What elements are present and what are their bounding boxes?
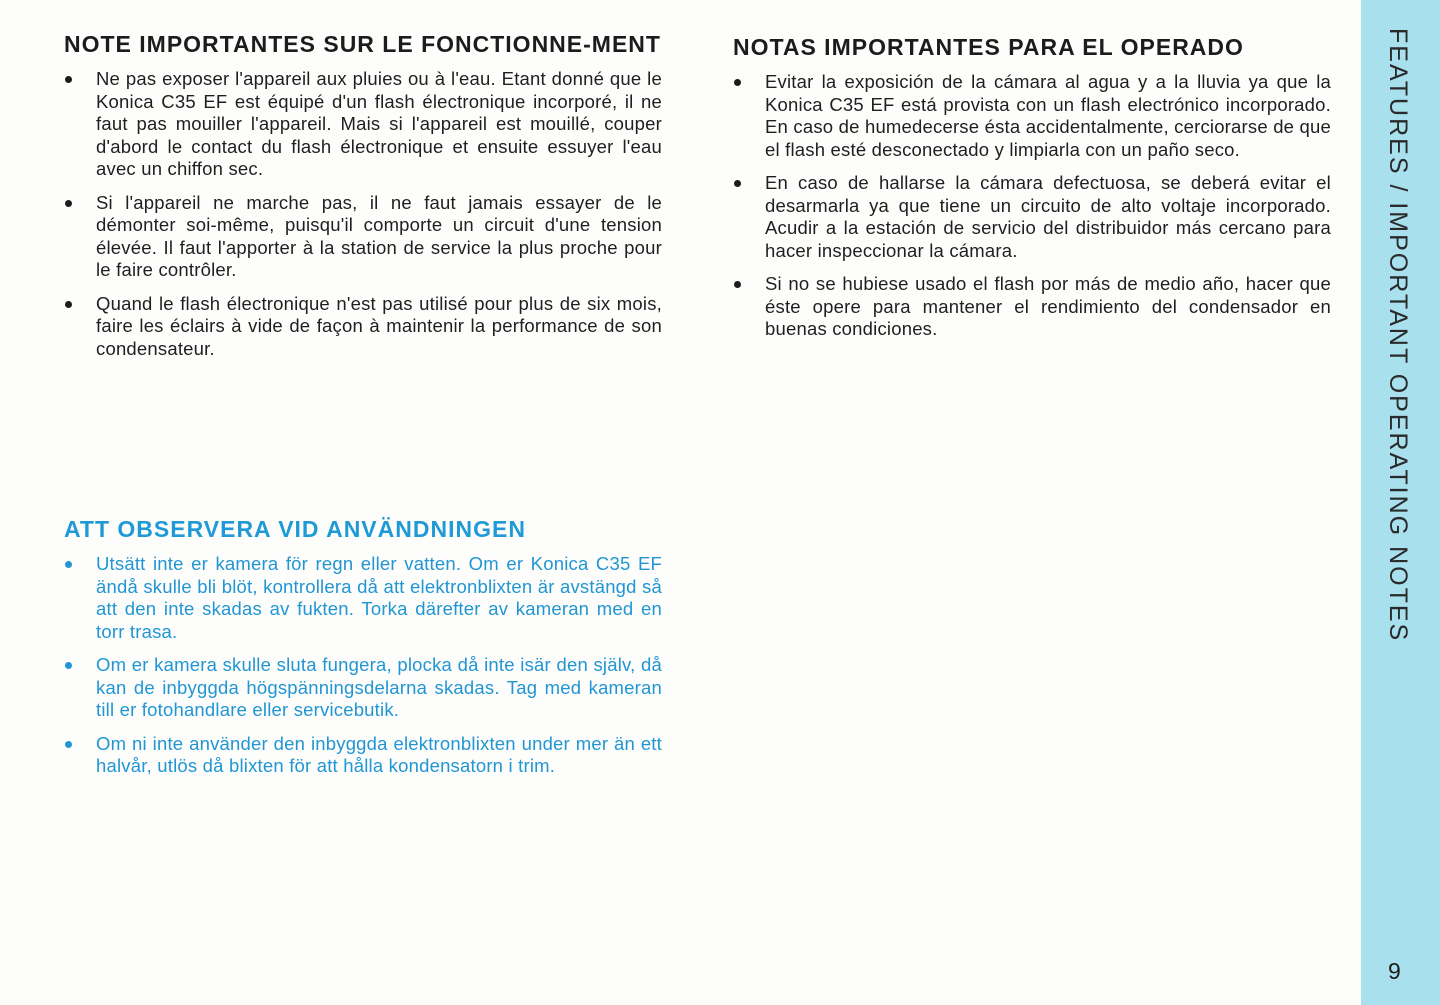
spanish-notes-section: [733, 33, 1331, 352]
list-item: [64, 293, 662, 361]
list-item-text: Evitar la exposición de la cámara al agua y a la lluvia ya que la Konica C35 EF está provista con un flash electrónico incorporado. En caso de humedecerse ésta accidentalmente, cerciorarse de que el flash esté desconectado y limpiarla con un paño seco.: [765, 71, 1331, 160]
french-notes-section: [64, 30, 662, 371]
spanish-bullet-list: [733, 71, 1331, 341]
list-item-text: Si no se hubiese usado el flash por más de medio año, hacer que éste opere para mantener el rendimiento del condensador en buenas condiciones.: [765, 273, 1331, 339]
list-item: [64, 553, 662, 643]
bullet-dot-icon: [65, 200, 72, 207]
sidebar-title: FEATURES / IMPORTANT OPERATING NOTES: [1384, 28, 1412, 643]
list-item-text: Quand le flash électronique n'est pas utilisé pour plus de six mois, faire les éclairs à vide de façon à maintenir la performance de son condensateur.: [96, 292, 662, 359]
list-item: [733, 172, 1331, 262]
french-bullet-list: [64, 68, 662, 360]
list-item-text: Utsätt inte er kamera för regn eller vatten. Om er Konica C35 EF ändå skulle bli blöt, kontrollera då att elektronblixten är avstängd så att den inte skadas av fukten. Torka därefter av kameran med en torr trasa.: [96, 553, 662, 642]
bullet-dot-icon: [65, 662, 72, 669]
bullet-dot-icon: [65, 561, 72, 568]
swedish-notes-section: [64, 515, 662, 789]
list-item-text: Ne pas exposer l'appareil aux pluies ou à l'eau. Etant donné que le Konica C35 EF est équipé d'un flash électronique incorporé, il ne faut pas mouiller l'appareil. Mais si l'appareil est mouillé, couper d'abord le contact du flash électronique et ensuite essuyer l'eau avec un chiffon sec.: [96, 68, 662, 179]
bullet-dot-icon: [65, 301, 72, 308]
list-item-text: Om er kamera skulle sluta fungera, plocka då inte isär den själv, då kan de inbyggda högspänningsdelarna skadas. Tag med kameran till er fotohandlare eller servicebutik.: [96, 654, 662, 720]
swedish-heading: ATT OBSERVERA VID ANVÄNDNINGEN: [64, 516, 526, 542]
list-item: [64, 68, 662, 181]
list-item-text: En caso de hallarse la cámara defectuosa, se deberá evitar el desarmarla ya que tiene un circuito de alto voltaje incorporado. Acudir a la estación de servicio del distribuidor más cercano para hacer inspeccionar la cámara.: [765, 172, 1331, 261]
list-item-text: Om ni inte använder den inbyggda elektronblixten under mer än ett halvår, utlös då blixten för att hålla kondensatorn i trim.: [96, 732, 662, 776]
bullet-dot-icon: [734, 281, 741, 288]
bullet-dot-icon: [65, 76, 72, 83]
page-number: 9: [1388, 958, 1401, 984]
list-item: [733, 71, 1331, 161]
list-item: [64, 733, 662, 778]
bullet-dot-icon: [65, 741, 72, 748]
spanish-heading: NOTAS IMPORTANTES PARA EL OPERADO: [733, 34, 1244, 60]
bullet-dot-icon: [734, 180, 741, 187]
list-item-text: Si l'appareil ne marche pas, il ne faut jamais essayer de le démonter soi-même, puisqu'il comporte un circuit d'une tension élevée. Il faut l'apporter à la station de service la plus proche pour le faire contrôler.: [96, 191, 662, 280]
list-item: [64, 192, 662, 282]
list-item: [64, 654, 662, 722]
list-item: [733, 273, 1331, 341]
french-heading: NOTE IMPORTANTES SUR LE FONCTIONNE-MENT: [64, 31, 661, 57]
bullet-dot-icon: [734, 79, 741, 86]
swedish-bullet-list: [64, 553, 662, 778]
